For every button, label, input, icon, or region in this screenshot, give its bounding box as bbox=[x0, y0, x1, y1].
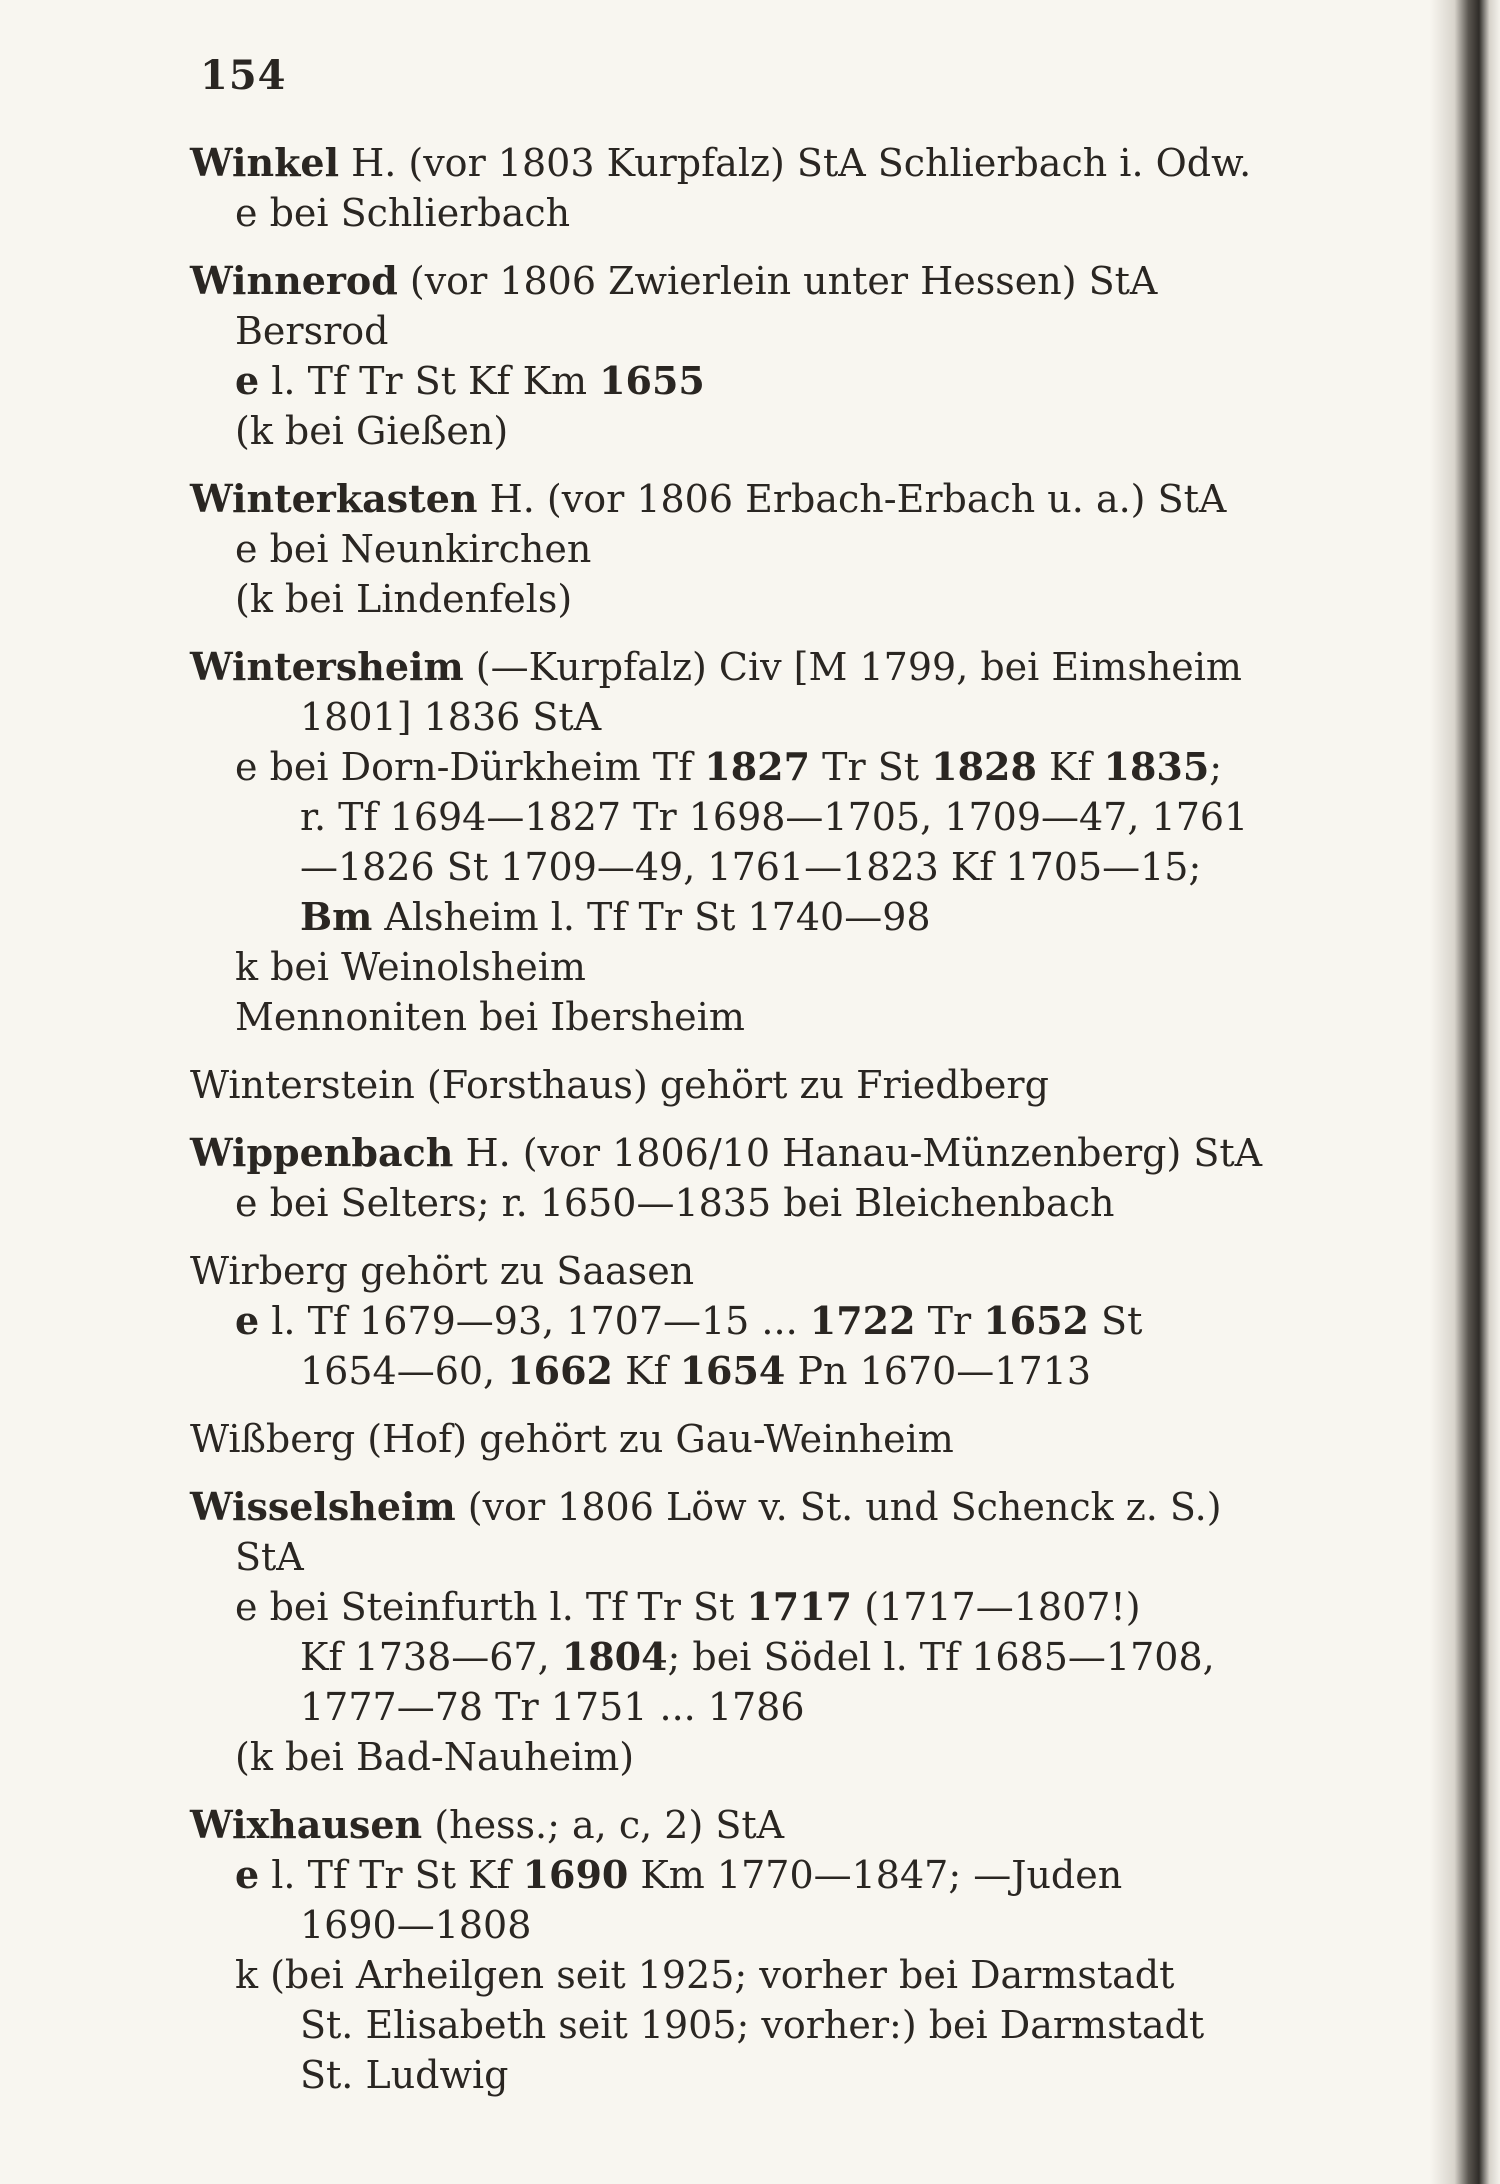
text: (k bei Lindenfels) bbox=[235, 577, 573, 621]
gazetteer-entry bbox=[190, 1482, 1270, 1782]
text: (k bbox=[235, 1735, 273, 1779]
entry-detail-line bbox=[190, 188, 1270, 238]
text: e bei Dorn-Dürkheim Tf bbox=[235, 745, 705, 789]
entry-detail-line bbox=[190, 1178, 1270, 1228]
text: 1777—78 Tr 1751 ... 1786 bbox=[300, 1685, 805, 1729]
entry-detail-line bbox=[190, 692, 1270, 742]
entry-detail-line bbox=[190, 1950, 1270, 2000]
text: (1717—1807!) bbox=[852, 1585, 1141, 1629]
entry-heading-line bbox=[190, 1060, 1270, 1110]
entry-detail-line bbox=[190, 992, 1270, 1042]
gazetteer-entries bbox=[190, 138, 1270, 2118]
text: Pn 1670—1713 bbox=[785, 1349, 1091, 1393]
gazetteer-entry bbox=[190, 1246, 1270, 1396]
text: Wirberg gehört zu Saasen bbox=[190, 1249, 695, 1293]
bold-text: Wixhausen bbox=[190, 1802, 423, 1847]
gazetteer-entry bbox=[190, 1128, 1270, 1228]
text: ; bbox=[1209, 745, 1223, 789]
entry-detail-line bbox=[190, 2050, 1270, 2100]
entry-detail-line bbox=[190, 842, 1270, 892]
entry-detail-line bbox=[190, 1732, 1270, 1782]
text: Kf 1738—67, bbox=[300, 1635, 562, 1679]
bold-text: 1690 bbox=[522, 1852, 629, 1897]
text: 1801] 1836 StA bbox=[300, 695, 602, 739]
entry-detail-line bbox=[190, 524, 1270, 574]
entry-heading-line bbox=[190, 1246, 1270, 1296]
entry-detail-line bbox=[190, 742, 1270, 792]
entry-detail-line bbox=[190, 406, 1270, 456]
text: Winterstein (Forsthaus) gehört zu Friedberg bbox=[190, 1063, 1049, 1107]
entry-heading-line bbox=[190, 1800, 1270, 1850]
text: Wißberg (Hof) gehört zu Gau-Weinheim bbox=[190, 1417, 954, 1461]
text: l. Tf Tr St Kf Km bbox=[259, 359, 600, 403]
text: Bersrod bbox=[235, 309, 389, 353]
text: —1826 St 1709—49, 1761—1823 Kf 1705—15; bbox=[300, 845, 1202, 889]
bold-text: 1655 bbox=[599, 358, 705, 403]
entry-heading-line bbox=[190, 256, 1270, 306]
text: H. (vor 1806 Erbach-Erbach u. a.) StA bbox=[477, 477, 1227, 521]
text: St. Ludwig bbox=[300, 2053, 509, 2097]
entry-detail-line bbox=[190, 942, 1270, 992]
entry-detail-line bbox=[190, 306, 1270, 356]
entry-detail-line bbox=[190, 1346, 1270, 1396]
entry-detail-line bbox=[190, 1850, 1270, 1900]
gazetteer-entry bbox=[190, 1414, 1270, 1464]
text: e bei Selters; r. 1650—1835 bei Bleichenbach bbox=[235, 1181, 1115, 1225]
text: H. (vor 1803 Kurpfalz) StA Schlierbach i. Odw. bbox=[339, 141, 1252, 185]
text: bei Bad-Nauheim) bbox=[272, 1735, 635, 1779]
gazetteer-entry bbox=[190, 1800, 1270, 2100]
page-binding-edge bbox=[1430, 0, 1500, 2184]
text: (vor 1806 Zwierlein unter Hessen) StA bbox=[397, 259, 1158, 303]
bold-text: 1828 bbox=[931, 744, 1037, 789]
gazetteer-entry bbox=[190, 474, 1270, 624]
text: St. Elisabeth seit 1905; vorher:) bei Darmstadt bbox=[300, 2003, 1205, 2047]
entry-detail-line bbox=[190, 792, 1270, 842]
text: Kf bbox=[1036, 745, 1104, 789]
text: Tr bbox=[915, 1299, 984, 1343]
bold-text: e bbox=[235, 1298, 260, 1343]
text: St bbox=[1088, 1299, 1143, 1343]
entry-detail-line bbox=[190, 1582, 1270, 1632]
bold-text: Wippenbach bbox=[190, 1130, 454, 1175]
gazetteer-entry bbox=[190, 256, 1270, 456]
entry-detail-line bbox=[190, 2000, 1270, 2050]
bold-text: e bbox=[235, 358, 260, 403]
bold-text: Winnerod bbox=[190, 258, 398, 303]
entry-heading-line bbox=[190, 474, 1270, 524]
entry-detail-line bbox=[190, 1900, 1270, 1950]
bold-text: Winterkasten bbox=[190, 476, 478, 521]
gazetteer-entry bbox=[190, 1060, 1270, 1110]
entry-detail-line bbox=[190, 574, 1270, 624]
entry-detail-line bbox=[190, 1296, 1270, 1346]
gazetteer-entry bbox=[190, 138, 1270, 238]
bold-text: Wintersheim bbox=[190, 644, 464, 689]
bold-text: 1652 bbox=[983, 1298, 1089, 1343]
text: Mennoniten bei Ibersheim bbox=[235, 995, 745, 1039]
text: k (bei Arheilgen seit 1925; vorher bei Darmstadt bbox=[235, 1953, 1175, 1997]
gazetteer-entry bbox=[190, 642, 1270, 1042]
text: ; bei Södel l. Tf 1685—1708, bbox=[667, 1635, 1215, 1679]
entry-heading-line bbox=[190, 138, 1270, 188]
bold-text: Bm bbox=[300, 894, 373, 939]
text: k bei Weinolsheim bbox=[235, 945, 586, 989]
text: l. Tf 1679—93, 1707—15 ... bbox=[259, 1299, 810, 1343]
text: StA bbox=[235, 1535, 304, 1579]
text: l. Tf Tr St Kf bbox=[259, 1853, 523, 1897]
text: 1654—60, bbox=[300, 1349, 508, 1393]
bold-text: 1717 bbox=[746, 1584, 853, 1629]
bold-text: Winkel bbox=[190, 140, 340, 185]
entry-detail-line bbox=[190, 892, 1270, 942]
text: Tr St bbox=[810, 745, 932, 789]
text: e bei Neunkirchen bbox=[235, 527, 592, 571]
entry-heading-line bbox=[190, 1414, 1270, 1464]
text: 1690—1808 bbox=[300, 1903, 532, 1947]
entry-heading-line bbox=[190, 642, 1270, 692]
text: e bei Steinfurth l. Tf Tr St bbox=[235, 1585, 747, 1629]
text: H. (vor 1806/10 Hanau-Münzenberg) StA bbox=[453, 1131, 1263, 1175]
text: Kf bbox=[612, 1349, 680, 1393]
text: Km 1770—1847; —Juden bbox=[628, 1853, 1123, 1897]
text: (hess.; a, c, 2) StA bbox=[422, 1803, 785, 1847]
text: (—Kurpfalz) Civ [M 1799, bei Eimsheim bbox=[463, 645, 1242, 689]
entry-heading-line bbox=[190, 1128, 1270, 1178]
entry-heading-line bbox=[190, 1482, 1270, 1532]
entry-detail-line bbox=[190, 1532, 1270, 1582]
entry-detail-line bbox=[190, 1632, 1270, 1682]
bold-text: Wisselsheim bbox=[190, 1484, 456, 1529]
bold-text: 1722 bbox=[809, 1298, 916, 1343]
entry-detail-line bbox=[190, 1682, 1270, 1732]
entry-detail-line bbox=[190, 356, 1270, 406]
text: r. Tf 1694—1827 Tr 1698—1705, 1709—47, 1761 bbox=[300, 795, 1249, 839]
bold-text: 1835 bbox=[1103, 744, 1210, 789]
bold-text: 1827 bbox=[704, 744, 811, 789]
bold-text: 1654 bbox=[679, 1348, 786, 1393]
text: e bei Schlierbach bbox=[235, 191, 571, 235]
text: (k bei Gießen) bbox=[235, 409, 509, 453]
text: Alsheim l. Tf Tr St 1740—98 bbox=[372, 895, 931, 939]
page-number: 154 bbox=[200, 52, 287, 99]
bold-text: e bbox=[235, 1852, 260, 1897]
bold-text: 1804 bbox=[561, 1634, 668, 1679]
text: (vor 1806 Löw v. St. und Schenck z. S.) bbox=[455, 1485, 1222, 1529]
bold-text: 1662 bbox=[507, 1348, 613, 1393]
